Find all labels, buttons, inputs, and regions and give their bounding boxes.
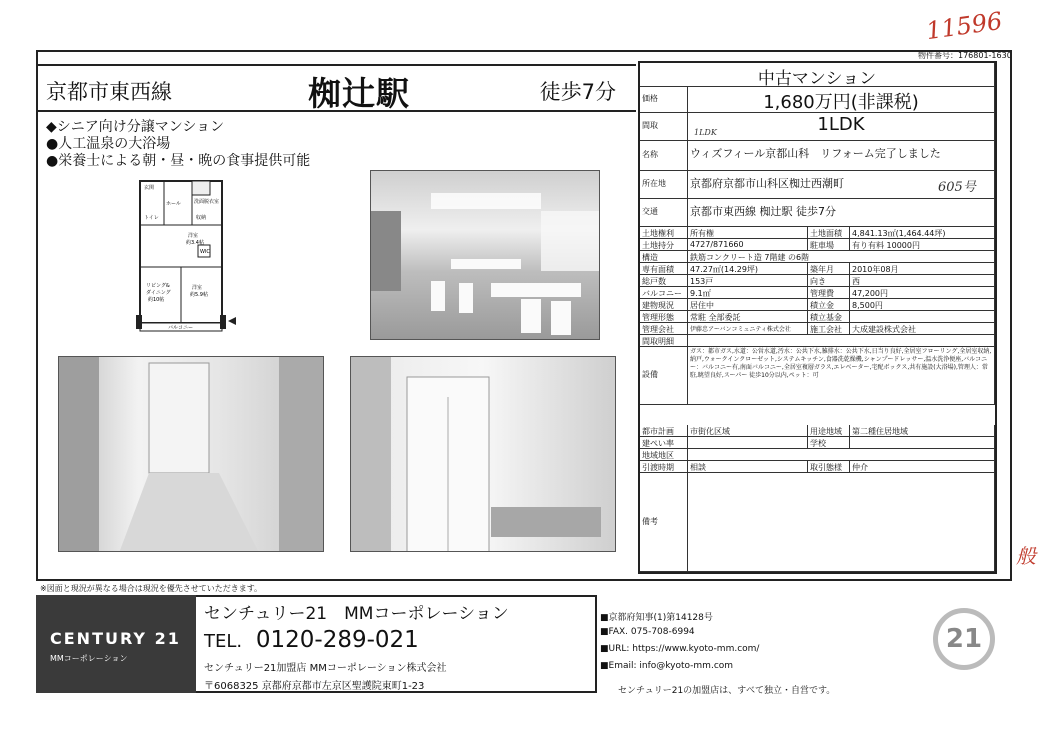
row-label: 引渡時期 xyxy=(640,461,688,473)
c21-emblem xyxy=(933,608,995,670)
bullet-2: ●人工温泉の大浴場 xyxy=(46,136,171,152)
svg-text:バルコニー: バルコニー xyxy=(168,325,194,331)
row-label: 総戸数 xyxy=(640,275,688,287)
name-label: 名称 xyxy=(640,141,688,171)
website-url[interactable]: ■URL: https://www.kyoto-mm.com/ xyxy=(600,644,760,654)
row-value: 所有権 xyxy=(688,227,808,239)
row-value xyxy=(688,449,995,461)
row-value xyxy=(688,437,808,449)
svg-text:約5.9帖: 約5.9帖 xyxy=(190,292,208,298)
station-name: 椥辻駅 xyxy=(308,74,410,113)
century21-logo xyxy=(36,595,196,693)
row-label: 積立基金 xyxy=(808,311,850,323)
layout-label: 間取 xyxy=(640,113,688,141)
row-value: 47,200円 xyxy=(850,287,995,299)
row-value: 2010年08月 xyxy=(850,263,995,275)
row-label: 建ぺい率 xyxy=(640,437,688,449)
row-label: 駐車場 xyxy=(808,239,850,251)
walk-time: 徒歩7分 xyxy=(539,80,616,104)
logo-sub: MMコーポレーション xyxy=(50,654,128,663)
bullet-1: ◆シニア向け分譲マンション xyxy=(46,119,225,135)
row-value: 伊藤忠アーバンコミュニティ株式会社 xyxy=(688,323,808,335)
company-name: センチュリー21 MMコーポレーション xyxy=(204,604,509,624)
train-line: 京都市東西線 xyxy=(46,80,172,104)
remarks-label: 備考 xyxy=(640,473,688,572)
storage-photo xyxy=(350,356,616,552)
row-value: 8,500円 xyxy=(850,299,995,311)
station-header xyxy=(36,64,636,112)
row-value xyxy=(850,311,995,323)
franchise-note: センチュリー21の加盟店は、すべて独立・自営です。 xyxy=(618,686,836,696)
equipment-label: 設備 xyxy=(640,347,688,405)
row-value: 4,841.13㎡(1,464.44坪) xyxy=(850,227,995,239)
svg-text:収納: 収納 xyxy=(196,215,207,221)
name-value: ウィズフィール京都山科 リフォーム完了しました xyxy=(688,141,995,171)
svg-text:WIC: WIC xyxy=(200,249,210,255)
bullet-3: ●栄養士による朝・昼・晩の食事提供可能 xyxy=(46,153,311,169)
address-label: 所在地 xyxy=(640,171,688,199)
row-label: 構造 xyxy=(640,251,688,263)
row-value xyxy=(850,437,995,449)
svg-text:洋室: 洋室 xyxy=(192,285,203,291)
layout-value: 1LDK xyxy=(688,113,995,141)
row-value: 大成建設株式会社 xyxy=(850,323,995,335)
logo-main: CENTURY 21 xyxy=(50,629,181,648)
price-label: 価格 xyxy=(640,87,688,113)
row-label: 地域地区 xyxy=(640,449,688,461)
company-full-name: センチュリー21加盟店 MMコーポレーション株式会社 xyxy=(204,663,447,674)
svg-text:約10帖: 約10帖 xyxy=(148,297,165,303)
row-label: バルコニー xyxy=(640,287,688,299)
row-label: 専有面積 xyxy=(640,263,688,275)
row-value: 常駐 全部委託 xyxy=(688,311,808,323)
fax-number: ■FAX. 075-708-6994 xyxy=(600,627,695,637)
address-value: 京都府京都市山科区椥辻西潮町 xyxy=(688,171,995,199)
row-label: 積立金 xyxy=(808,299,850,311)
row-label: 築年月 xyxy=(808,263,850,275)
handwritten-side: 般 xyxy=(1016,544,1036,568)
row-label: 管理費 xyxy=(808,287,850,299)
svg-text:洗面脱衣室: 洗面脱衣室 xyxy=(194,199,220,205)
access-label: 交通 xyxy=(640,199,688,227)
row-label: 取引態様 xyxy=(808,461,850,473)
hallway-photo xyxy=(58,356,324,552)
row-label: 用途地域 xyxy=(808,425,850,437)
row-label: 土地面積 xyxy=(808,227,850,239)
svg-text:トイレ: トイレ xyxy=(144,215,159,221)
emblem-text: 21 xyxy=(945,624,983,654)
svg-text:リビング&: リビング& xyxy=(146,283,170,289)
license-number: ■京都府知事(1)第14128号 xyxy=(600,613,713,623)
row-value: 西 xyxy=(850,275,995,287)
row-value: 相談 xyxy=(688,461,808,473)
row-label: 土地権利 xyxy=(640,227,688,239)
svg-text:ホール: ホール xyxy=(166,201,181,207)
svg-text:ダイニング: ダイニング xyxy=(146,290,171,296)
floorplan xyxy=(128,175,248,335)
row-value: 9.1㎡ xyxy=(688,287,808,299)
tel-number[interactable]: 0120-289-021 xyxy=(255,627,419,653)
row-value: 第二種住居地域 xyxy=(850,425,995,437)
dining-room-photo xyxy=(370,170,600,340)
remarks-value xyxy=(688,473,995,572)
price-value: 1,680万円(非課税) xyxy=(688,87,995,113)
email-address[interactable]: ■Email: info@kyoto-mm.com xyxy=(600,661,734,671)
tel-block xyxy=(204,627,419,653)
svg-text:洋室: 洋室 xyxy=(188,233,199,239)
row-value: 153戸 xyxy=(688,275,808,287)
equipment-value: ガス：都市ガス,水道：公営水道,汚水：公共下水,雑排水：公共下水,日当り良好,全居室フローリング,全居室収納,納戸,ウォークインクローゼット,システムキッチン,食器洗乾燥機,シャンプードレッサー,温水洗浄便座,バルコニー：バルコニー有,南面バルコニー,全居室複層ガラス,エレベーター,宅配ボックス,共有施設(大浴場),管理人：常駐,眺望良好,スーパー 徒歩10分以内,ペット：可 xyxy=(688,347,995,405)
handwritten-top-number: 11596 xyxy=(924,6,1004,46)
row-value: 47.27㎡(14.29坪) xyxy=(688,263,808,275)
row-value: 鉄筋コンクリート造 7階建 の6階 xyxy=(688,251,995,263)
property-type: 中古マンション xyxy=(640,63,995,87)
property-table xyxy=(638,61,997,574)
tel-label: TEL. xyxy=(204,631,243,652)
row-label: 向き xyxy=(808,275,850,287)
row-value: 有り有料 10000円 xyxy=(850,239,995,251)
row-label: 管理会社 xyxy=(640,323,688,335)
disclaimer: ※図面と現況が異なる場合は現況を優先させていただきます。 xyxy=(40,584,263,593)
row-value: 市街化区域 xyxy=(688,425,808,437)
row-label: 都市計画 xyxy=(640,425,688,437)
handwritten-room: 605号 xyxy=(938,180,976,195)
company-address: 〒6068325 京都府京都市左京区聖護院東町1-23 xyxy=(204,681,425,692)
row-value: 4727/871660 xyxy=(688,239,808,251)
row-label: 施工会社 xyxy=(808,323,850,335)
row-label: 建物現況 xyxy=(640,299,688,311)
doc-id: 物件番号：176801-1630 xyxy=(918,51,1012,60)
company-box xyxy=(196,595,597,693)
layout-detail-label: 間取明細 xyxy=(640,335,688,347)
svg-text:約3.4帖: 約3.4帖 xyxy=(186,240,204,246)
school-label: 学校 xyxy=(808,437,850,449)
row-value: 居住中 xyxy=(688,299,808,311)
svg-text:玄関: 玄関 xyxy=(144,185,155,191)
handwritten-layout-note: 1LDK xyxy=(694,128,717,137)
row-label: 管理形態 xyxy=(640,311,688,323)
row-label: 土地持分 xyxy=(640,239,688,251)
layout-detail-value xyxy=(688,335,995,347)
row-value: 仲介 xyxy=(850,461,995,473)
access-value: 京都市東西線 椥辻駅 徒歩7分 xyxy=(688,199,995,227)
